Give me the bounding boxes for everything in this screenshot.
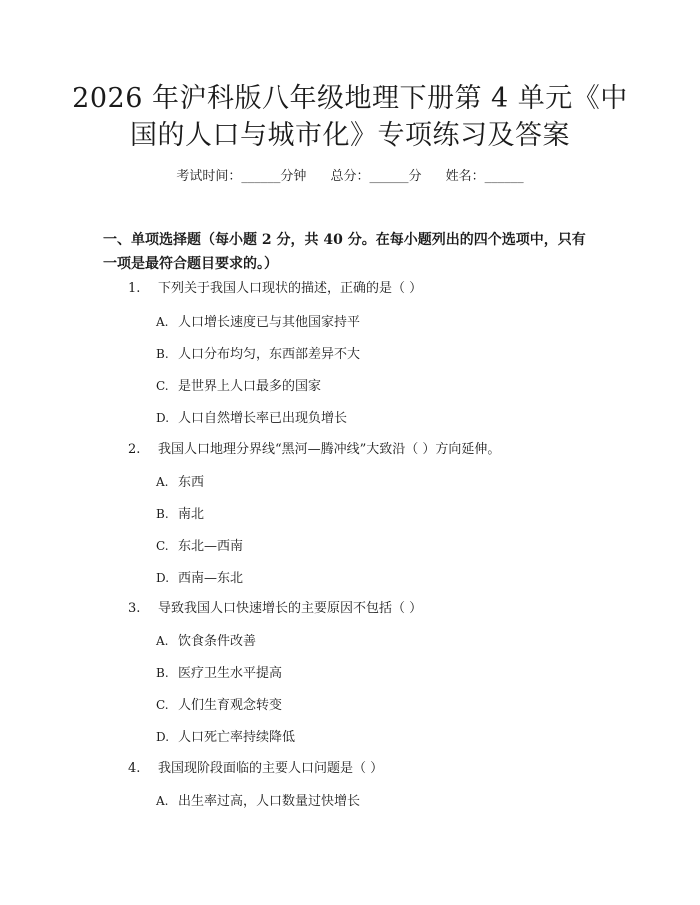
option-text: 人口增长速度已与其他国家持平 [178, 315, 361, 330]
question-1 [128, 279, 422, 299]
document-title-line-2: 国的人口与城市化》专项练习及答案 [130, 120, 570, 151]
question-text: 我国人口地理分界线“黑河—腾冲线”大致沿（ ）方向延伸。 [158, 442, 501, 457]
document-title-line-1: 2026 年沪科版八年级地理下册第 4 单元《中 [72, 83, 628, 114]
option-text: 出生率过高，人口数量过快增长 [178, 794, 361, 809]
exam-name-label: 姓名：______ [445, 169, 524, 184]
question-1-option-a [156, 312, 360, 333]
question-2-option-a [156, 472, 204, 493]
exam-score-label: 总分：______分 [330, 169, 422, 184]
exam-time-label: 考试时间：______分钟 [176, 169, 307, 184]
question-3 [128, 599, 422, 619]
question-text: 导致我国人口快速增长的主要原因不包括（ ） [158, 601, 423, 616]
question-1-option-c [156, 376, 321, 397]
option-letter: A. [156, 794, 169, 808]
option-text: 人口死亡率持续降低 [178, 730, 296, 745]
option-letter: A. [156, 475, 169, 489]
question-number: 4. [128, 761, 141, 776]
option-text: 是世界上人口最多的国家 [178, 379, 322, 394]
question-3-option-a [156, 631, 256, 652]
question-number: 1. [128, 281, 141, 296]
option-text: 人们生育观念转变 [178, 698, 283, 713]
question-3-option-d [156, 727, 295, 748]
option-text: 饮食条件改善 [178, 634, 257, 649]
option-letter: B. [156, 507, 169, 521]
question-4-option-a [156, 791, 360, 812]
question-1-option-d [156, 408, 347, 429]
option-text: 西南—东北 [178, 571, 244, 586]
option-letter: D. [156, 730, 170, 744]
question-text: 下列关于我国人口现状的描述，正确的是（ ） [158, 281, 423, 296]
option-letter: D. [156, 571, 170, 585]
option-letter: A. [156, 315, 169, 329]
question-number: 3. [128, 601, 141, 616]
question-3-option-c [156, 695, 282, 716]
option-letter: C. [156, 539, 169, 553]
option-letter: B. [156, 666, 169, 680]
option-letter: D. [156, 411, 170, 425]
question-text: 我国现阶段面临的主要人口问题是（ ） [158, 761, 384, 776]
question-number: 2. [128, 442, 141, 457]
question-1-option-b [156, 344, 360, 365]
section-1-header: 一、单项选择题（每小题 2 分，共 40 分。在每小题列出的四个选项中，只有一项是最符合题目要求的。） [103, 232, 586, 272]
option-text: 医疗卫生水平提高 [178, 666, 283, 681]
question-3-option-b [156, 663, 282, 684]
option-letter: C. [156, 379, 169, 393]
question-2-option-b [156, 504, 204, 525]
question-2-option-c [156, 536, 243, 557]
option-text: 东西 [178, 475, 205, 490]
question-4 [128, 759, 383, 779]
option-letter: A. [156, 634, 169, 648]
option-text: 人口分布均匀，东西部差异不大 [178, 347, 361, 362]
option-letter: B. [156, 347, 169, 361]
option-text: 东北—西南 [178, 539, 244, 554]
question-2 [128, 440, 500, 460]
option-text: 南北 [178, 507, 205, 522]
option-text: 人口自然增长率已出现负增长 [178, 411, 348, 426]
question-2-option-d [156, 568, 243, 589]
exam-info [0, 168, 700, 186]
option-letter: C. [156, 698, 169, 712]
